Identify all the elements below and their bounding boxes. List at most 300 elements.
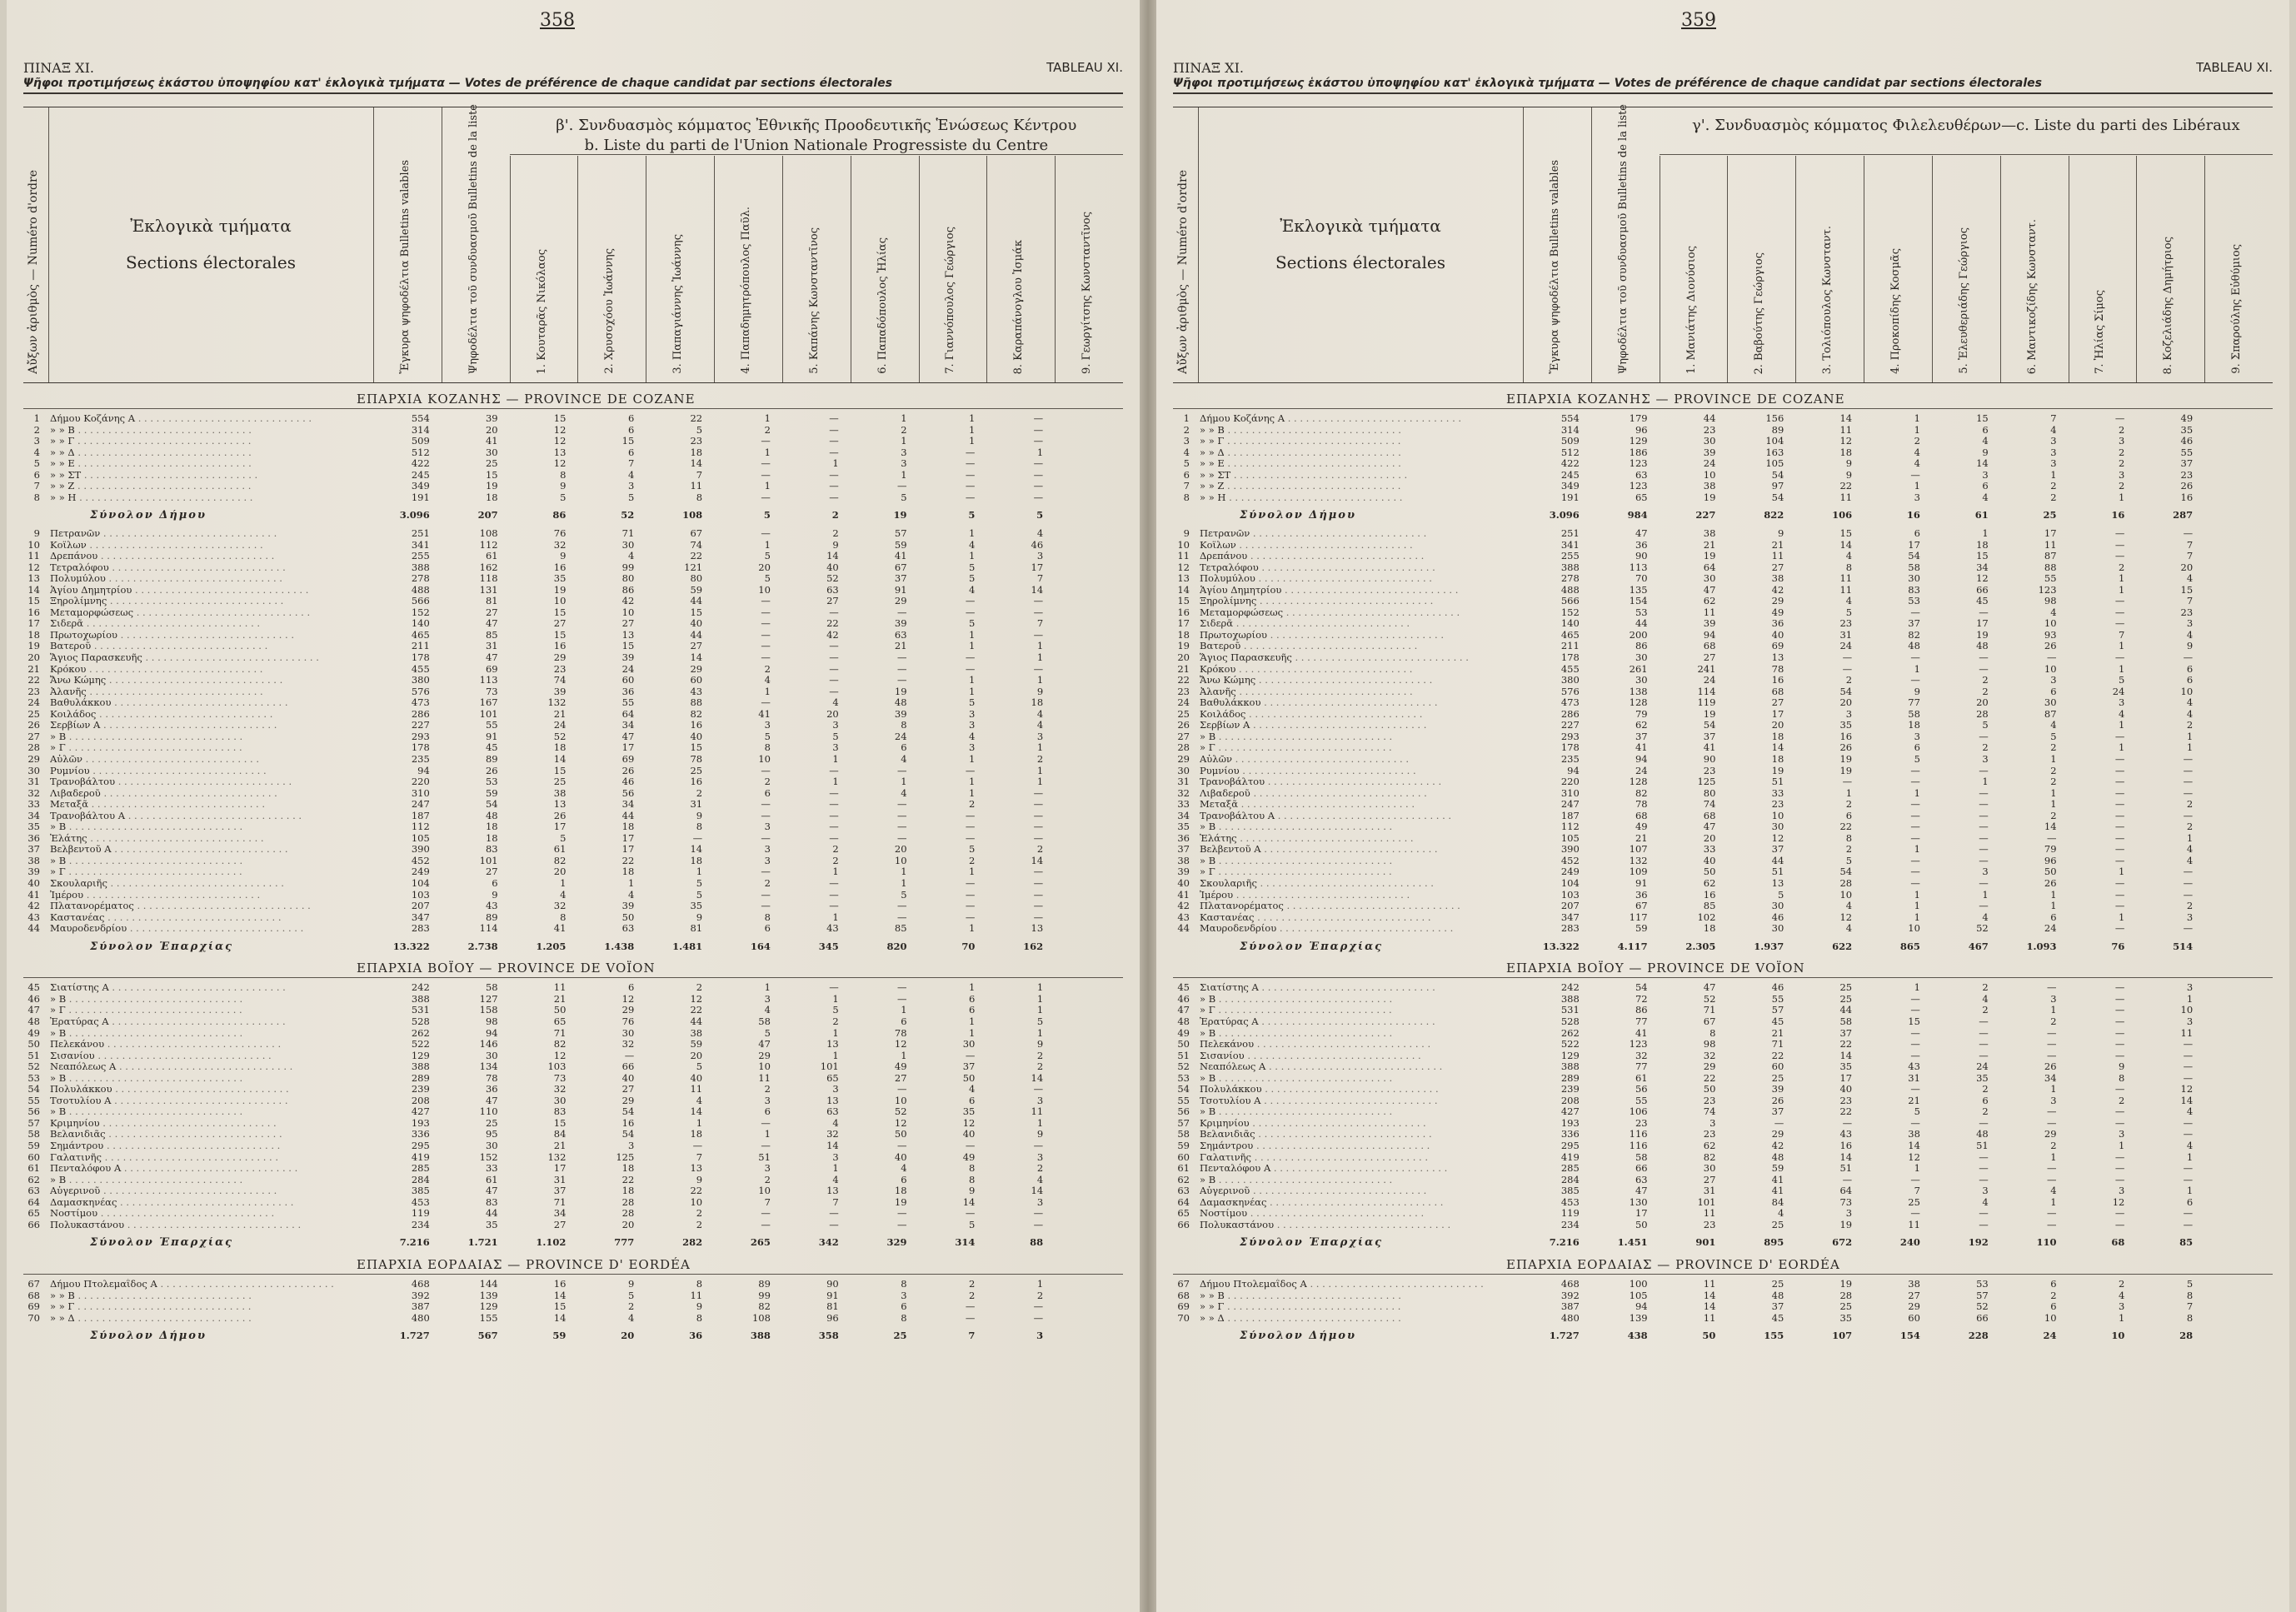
- cell-value: —: [965, 1207, 976, 1220]
- section-name-text: Σύνολον Δήμου: [1240, 510, 1356, 522]
- cell-value: 6: [901, 1300, 907, 1313]
- cell-value: 16: [2180, 491, 2194, 503]
- cell-value: 6: [1982, 423, 1989, 436]
- cell-value: 19: [893, 509, 907, 522]
- cell-value: 1: [1982, 527, 1989, 539]
- leader-dots: . . . . . . . . . . . . . . . . . . . . . . . . . . . . .: [83, 618, 261, 630]
- section-name-text: Δαμασκηνέας: [1200, 1196, 1267, 1208]
- cell-value: 3: [969, 707, 976, 720]
- leader-dots: . . . . . . . . . . . . . . . . . . . . . . . . . . . . .: [74, 481, 252, 492]
- cell-value: 24: [2043, 1330, 2057, 1342]
- table-row: [7, 844, 1140, 856]
- cell-value: 71: [553, 1195, 567, 1208]
- section-name-text: Πολυκαστάνου: [1200, 1219, 1275, 1230]
- cell-value: 13: [1031, 922, 1044, 935]
- leader-dots: . . . . . . . . . . . . . . . . . . . . . . . . . . . . .: [1215, 993, 1393, 1005]
- leader-dots: . . . . . . . . . . . . . . . . . . . . . . . . . . . . .: [74, 1312, 252, 1324]
- cell-value: 4: [627, 888, 635, 901]
- leader-dots: . . . . . . . . . . . . . . . . . . . . . . . . . . . . .: [1285, 413, 1462, 424]
- cell-value: 7: [764, 1195, 771, 1208]
- section-name: [50, 1095, 350, 1107]
- cell-value: 9: [1845, 468, 1853, 481]
- cell-value: 7: [1914, 1185, 1920, 1197]
- cell-value: 2: [1982, 685, 1989, 697]
- cell-value: 123: [1629, 1038, 1648, 1051]
- cell-value: —: [2114, 730, 2125, 742]
- cell-value: 18: [621, 1162, 635, 1175]
- section-name: [50, 1220, 350, 1231]
- table-row: [1156, 528, 2289, 540]
- cell-value: —: [2114, 752, 2125, 765]
- cell-value: 29: [1703, 1061, 1716, 1073]
- section-name-text: Ἐλάτης: [50, 832, 87, 844]
- cell-value: 777: [614, 1236, 635, 1249]
- section-name-text: » » Β: [50, 424, 75, 436]
- cell-value: 20: [2180, 561, 2194, 573]
- section-name: [50, 585, 350, 596]
- leader-dots: . . . . . . . . . . . . . . . . . . . . . . . . . . . . .: [157, 1278, 334, 1290]
- cell-value: —: [761, 831, 771, 844]
- section-name-text: Σκουλαριῆς: [1200, 878, 1257, 889]
- leader-dots: . . . . . . . . . . . . . . . . . . . . . . . . . . . . .: [124, 1219, 302, 1230]
- leader-dots: . . . . . . . . . . . . . . . . . . . . . . . . . . . . .: [74, 447, 252, 458]
- leader-dots: . . . . . . . . . . . . . . . . . . . . . . . . . . . . .: [66, 1072, 243, 1084]
- cell-value: 1: [2119, 1311, 2125, 1324]
- cell-value: 509: [411, 435, 430, 447]
- table-row: [1156, 540, 2289, 551]
- cell-value: 53: [485, 776, 498, 788]
- cell-value: 1: [1914, 1162, 1920, 1175]
- section-name-text: » » Ζ: [1200, 481, 1225, 492]
- cell-value: 21: [1703, 538, 1716, 551]
- cell-value: 164: [750, 940, 771, 952]
- section-name: [50, 1163, 350, 1175]
- cell-value: 14: [690, 843, 703, 856]
- cell-value: 63: [826, 583, 839, 596]
- cell-value: 46: [2180, 435, 2194, 447]
- cell-value: 26: [1771, 1094, 1784, 1106]
- cell-value: 283: [1560, 922, 1580, 935]
- cell-value: 2: [2186, 719, 2194, 731]
- section-name-text: Ἐρατύρας Α: [1200, 1016, 1259, 1027]
- section-name: [1200, 1208, 1500, 1220]
- cell-value: 30: [1635, 674, 1648, 686]
- leader-dots: . . . . . . . . . . . . . . . . . . . . . . . . . . . . .: [125, 810, 302, 821]
- cell-value: 54: [621, 1128, 635, 1140]
- cell-value: 82: [553, 854, 567, 866]
- cell-value: 8: [901, 1277, 907, 1290]
- section-name-text: Σύνολον Δήμου: [90, 1330, 207, 1342]
- cell-value: 207: [1560, 900, 1580, 912]
- cell-value: —: [1910, 854, 1920, 866]
- cell-value: 25: [485, 457, 498, 470]
- cell-value: 12: [1908, 1150, 1920, 1163]
- section-name: [1200, 844, 1500, 856]
- cell-value: 8: [901, 1311, 907, 1324]
- section-name-text: Αὐγερινοῦ: [50, 1185, 101, 1197]
- header-divider: [2136, 156, 2137, 382]
- cell-value: 22: [1839, 821, 1853, 833]
- cell-value: 11: [1771, 550, 1784, 562]
- cell-value: 61: [1974, 509, 1989, 522]
- row-number: 12: [27, 561, 40, 573]
- cell-value: 134: [479, 1061, 498, 1073]
- leader-dots: . . . . . . . . . . . . . . . . . . . . . . . . . . . . .: [117, 629, 295, 641]
- cell-value: 28: [621, 1195, 635, 1208]
- cell-value: 110: [479, 1105, 498, 1118]
- row-number: 14: [27, 583, 40, 596]
- cell-value: 178: [411, 651, 430, 663]
- cell-value: 132: [1629, 854, 1648, 866]
- cell-value: —: [2047, 651, 2057, 663]
- cell-value: 91: [826, 1289, 839, 1301]
- cell-value: —: [1033, 412, 1044, 424]
- section-name-text: Ξηρολίμνης: [1200, 596, 1257, 607]
- leader-dots: . . . . . . . . . . . . . . . . . . . . . . . . . . . . .: [1215, 855, 1393, 866]
- cell-value: 89: [485, 911, 498, 923]
- cell-value: —: [1033, 468, 1044, 481]
- section-name: [50, 742, 350, 754]
- section-name-text: Σερβίων Α: [50, 720, 101, 731]
- cell-value: 112: [479, 538, 498, 551]
- cell-value: 47: [1703, 583, 1716, 596]
- row-number: 31: [1177, 776, 1190, 788]
- table-row: [7, 1118, 1140, 1130]
- cell-value: 41: [1635, 1026, 1648, 1039]
- sections-header-greek: Ἐκλογικὰ τμήματα: [130, 216, 292, 236]
- cell-value: 1: [2186, 730, 2194, 742]
- leader-dots: . . . . . . . . . . . . . . . . . . . . . . . . . . . . .: [74, 1290, 252, 1301]
- cell-value: 60: [690, 674, 703, 686]
- cell-value: —: [2047, 1207, 2057, 1220]
- section-name: [1200, 731, 1500, 743]
- cell-value: 14: [2180, 1094, 2194, 1106]
- cell-value: —: [1910, 1173, 1920, 1185]
- table-row: [1156, 709, 2289, 721]
- cell-value: —: [2183, 922, 2194, 935]
- section-name-text: Σιατίστης Α: [1200, 982, 1259, 994]
- section-name-text: » Β: [50, 1174, 67, 1185]
- cell-value: 69: [1771, 640, 1784, 652]
- cell-value: 468: [411, 1277, 430, 1290]
- cell-value: 14: [553, 752, 567, 765]
- cell-value: —: [1033, 435, 1044, 447]
- section-name: [50, 562, 350, 574]
- cell-value: 125: [1697, 776, 1716, 788]
- cell-value: 2: [2050, 809, 2057, 821]
- cell-value: —: [2183, 1116, 2194, 1129]
- row-number: 9: [1183, 527, 1190, 539]
- cell-value: 10: [2180, 1004, 2194, 1016]
- cell-value: 14: [553, 1311, 567, 1324]
- row-number: 15: [1177, 595, 1190, 607]
- leader-dots: . . . . . . . . . . . . . . . . . . . . . . . . . . . . .: [1235, 686, 1413, 697]
- row-number: 27: [27, 730, 40, 742]
- cell-value: 295: [411, 1140, 430, 1151]
- cell-value: 3: [832, 1083, 839, 1095]
- cell-value: 25: [1839, 1300, 1853, 1313]
- cell-value: 128: [1629, 776, 1648, 788]
- subtotal-row: [7, 1330, 1140, 1342]
- row-number: 8: [1183, 491, 1190, 503]
- section-name: [50, 1175, 350, 1186]
- cell-value: —: [1979, 1162, 1989, 1175]
- cell-value: 12: [2112, 1195, 2125, 1208]
- cell-value: 8: [696, 821, 703, 833]
- cell-value: 4: [832, 696, 839, 709]
- cell-value: 1: [969, 423, 976, 436]
- leader-dots: . . . . . . . . . . . . . . . . . . . . . . . . . . . . .: [1245, 708, 1423, 720]
- cell-value: 154: [1899, 1330, 1920, 1342]
- cell-value: 86: [1635, 640, 1648, 652]
- cell-value: 7: [832, 1195, 839, 1208]
- section-name-text: Κριμηνίου: [1200, 1117, 1250, 1129]
- subtotal-row: [1156, 1330, 2289, 1342]
- cell-value: 62: [1703, 877, 1716, 889]
- cell-value: 27: [485, 606, 498, 618]
- cell-value: 1: [764, 446, 771, 458]
- cell-value: 109: [1629, 866, 1648, 878]
- cell-value: 12: [1839, 911, 1853, 923]
- cell-value: 63: [894, 628, 907, 641]
- table-row: [7, 607, 1140, 619]
- section-name: [90, 510, 390, 522]
- cell-value: 52: [621, 509, 635, 522]
- cell-value: 2: [969, 1277, 976, 1290]
- section-name-text: » Β: [50, 1027, 67, 1039]
- row-number: 69: [27, 1300, 40, 1313]
- cell-value: 3: [969, 741, 976, 754]
- section-name: [1200, 618, 1500, 630]
- table-row: [7, 596, 1140, 607]
- row-number: 13: [1177, 572, 1190, 585]
- section-name-text: Σύνολον Ἐπαρχίας: [90, 941, 234, 953]
- row-number: 43: [27, 911, 40, 923]
- cell-value: 10: [690, 1195, 703, 1208]
- section-name-text: Νοστίμου: [50, 1208, 98, 1220]
- section-name: [1200, 1197, 1500, 1209]
- cell-value: 62: [1703, 1140, 1716, 1151]
- leader-dots: . . . . . . . . . . . . . . . . . . . . . . . . . . . . .: [94, 1050, 272, 1061]
- leader-dots: . . . . . . . . . . . . . . . . . . . . . . . . . . . . .: [82, 753, 259, 765]
- section-name-text: Πολυμύλου: [50, 573, 106, 585]
- section-name-text: Ἁγίου Δημητρίου: [1200, 584, 1282, 596]
- leader-dots: . . . . . . . . . . . . . . . . . . . . . . . . . . . . .: [1233, 618, 1410, 630]
- cell-value: 140: [1560, 617, 1580, 630]
- cell-value: 2: [1982, 1083, 1989, 1095]
- leader-dots: . . . . . . . . . . . . . . . . . . . . . . . . . . . . .: [1215, 742, 1392, 754]
- cell-value: 114: [1697, 685, 1716, 697]
- row-number: 41: [27, 888, 40, 901]
- leader-dots: . . . . . . . . . . . . . . . . . . . . . . . . . . . . .: [97, 551, 275, 562]
- sections-header-french: Sections électorales: [1275, 252, 1446, 272]
- cell-value: 53: [1908, 595, 1920, 607]
- cell-value: 2: [832, 527, 839, 539]
- cell-value: 11: [1031, 1105, 1044, 1118]
- cell-value: 12: [1976, 572, 1989, 585]
- row-number: 62: [1177, 1173, 1190, 1185]
- cell-value: —: [2114, 1173, 2125, 1185]
- cell-value: 67: [894, 561, 907, 573]
- leader-dots: . . . . . . . . . . . . . . . . . . . . . . . . . . . . .: [89, 765, 267, 776]
- cell-value: 2: [2119, 423, 2125, 436]
- cell-value: —: [2183, 877, 2194, 889]
- cell-value: 23: [1771, 798, 1784, 811]
- cell-value: 1: [2050, 798, 2057, 811]
- cell-value: —: [1979, 1116, 1989, 1129]
- row-number: 38: [27, 854, 40, 866]
- cell-value: 18: [621, 821, 635, 833]
- cell-value: 4: [1914, 457, 1920, 470]
- cell-value: 5: [1036, 509, 1044, 522]
- table-row: [7, 652, 1140, 664]
- cell-value: —: [1910, 831, 1920, 844]
- cell-value: 22: [1771, 1049, 1784, 1061]
- cell-value: 13: [553, 798, 567, 811]
- section-name: [1200, 664, 1500, 676]
- party-name-greek: β'. Συνδυασμὸς κόμματος Ἐθνικῆς Προοδευτικῆς Ἑνώσεως Κέντρου: [556, 117, 1077, 134]
- section-name-text: Αὐλῶν: [50, 753, 82, 765]
- header-divider: [1932, 156, 1933, 382]
- cell-value: 1.721: [467, 1236, 498, 1249]
- table-row: [1156, 1290, 2289, 1302]
- cell-value: 21: [1771, 538, 1784, 551]
- cell-value: 16: [690, 719, 703, 731]
- cell-value: 50: [553, 1004, 567, 1016]
- cell-value: 1: [2119, 741, 2125, 754]
- row-number: 11: [1177, 550, 1190, 562]
- cell-value: 512: [1560, 446, 1580, 458]
- cell-value: 41: [758, 707, 771, 720]
- cell-value: 820: [886, 940, 907, 952]
- cell-value: 15: [621, 435, 635, 447]
- section-name: [50, 425, 350, 437]
- cell-value: 468: [1560, 1277, 1580, 1290]
- cell-value: 59: [552, 1330, 567, 1342]
- row-number: 26: [1177, 719, 1190, 731]
- cell-value: 8: [1845, 561, 1853, 573]
- row-number: 4: [1183, 446, 1190, 458]
- table-row: [7, 912, 1140, 924]
- cell-value: 10: [1839, 888, 1853, 901]
- cell-value: 566: [1560, 595, 1580, 607]
- section-name-text: Ἐρατύρας Α: [50, 1016, 109, 1027]
- leader-dots: . . . . . . . . . . . . . . . . . . . . . . . . . . . . .: [1255, 1129, 1432, 1140]
- cell-value: 55: [2180, 446, 2194, 458]
- cell-value: 11: [1839, 572, 1853, 585]
- table-row: [1156, 1005, 2289, 1016]
- cell-value: 28: [621, 1207, 635, 1220]
- row-number: 18: [27, 628, 40, 641]
- cell-value: 2: [764, 877, 771, 889]
- cell-value: 3: [764, 719, 771, 731]
- section-name: [50, 1118, 350, 1130]
- cell-value: 17: [1839, 1071, 1853, 1084]
- sections-header: [48, 207, 373, 281]
- cell-value: 15: [553, 1116, 567, 1129]
- section-name: [1200, 1084, 1500, 1095]
- cell-value: 9: [696, 809, 703, 821]
- cell-value: 380: [411, 674, 430, 686]
- cell-value: 1: [2186, 992, 2194, 1005]
- cell-value: 422: [411, 457, 430, 470]
- row-number: 6: [33, 468, 40, 481]
- cell-value: 74: [1703, 1105, 1716, 1118]
- cell-value: 49: [1771, 606, 1784, 618]
- section-name: [1200, 1175, 1500, 1186]
- cell-value: —: [1910, 1207, 1920, 1220]
- cell-value: 390: [411, 843, 430, 856]
- cell-value: —: [2114, 831, 2125, 844]
- cell-value: 12: [962, 1116, 976, 1129]
- cell-value: 44: [690, 1015, 703, 1027]
- cell-value: 2: [2050, 741, 2057, 754]
- row-number: 2: [1183, 423, 1190, 436]
- cell-value: —: [2183, 764, 2194, 776]
- cell-value: 76: [621, 1015, 635, 1027]
- cell-value: 2: [832, 854, 839, 866]
- cell-value: 1: [1914, 900, 1920, 912]
- cell-value: 27: [553, 1218, 567, 1230]
- cell-value: —: [1033, 628, 1044, 641]
- cell-value: 12: [553, 435, 567, 447]
- cell-value: —: [1033, 457, 1044, 470]
- cell-value: 89: [485, 752, 498, 765]
- cell-value: 14: [690, 651, 703, 663]
- cell-value: 64: [1703, 561, 1716, 573]
- cell-value: 3: [2050, 674, 2057, 686]
- cell-value: 388: [1560, 561, 1580, 573]
- cell-value: 1: [969, 685, 976, 697]
- leader-dots: . . . . . . . . . . . . . . . . . . . . . . . . . . . . .: [107, 596, 284, 607]
- cell-value: —: [761, 764, 771, 776]
- table-row: [7, 799, 1140, 811]
- cell-value: 34: [2044, 1071, 2057, 1084]
- table-row: [7, 481, 1140, 492]
- cell-value: 247: [411, 798, 430, 811]
- leader-dots: . . . . . . . . . . . . . . . . . . . . . . . . . . . . .: [1283, 901, 1460, 912]
- cell-value: —: [1033, 1083, 1044, 1095]
- leader-dots: . . . . . . . . . . . . . . . . . . . . . . . . . . . . .: [1215, 1027, 1393, 1039]
- cell-value: 4: [2186, 628, 2194, 641]
- cell-value: 30: [485, 1049, 498, 1061]
- cell-value: 27: [485, 866, 498, 878]
- table-row: [7, 1301, 1140, 1313]
- row-number: 34: [27, 809, 40, 821]
- cell-value: 47: [485, 1185, 498, 1197]
- cell-value: 54: [1908, 550, 1920, 562]
- cell-value: 2: [1914, 435, 1920, 447]
- cell-value: 387: [411, 1300, 430, 1313]
- cell-value: 240: [1899, 1236, 1920, 1249]
- cell-value: —: [1979, 1038, 1989, 1051]
- column-header: 8. Κοζελιάδης Δημήτριος: [2162, 236, 2175, 374]
- section-name: [50, 697, 350, 709]
- cell-value: 13.322: [392, 940, 430, 952]
- cell-value: 24: [2044, 922, 2057, 935]
- table-row: [1156, 821, 2289, 833]
- cell-value: —: [829, 764, 839, 776]
- section-name-text: Σημάντρου: [50, 1140, 104, 1151]
- cell-value: 30: [1908, 572, 1920, 585]
- cell-value: —: [1910, 764, 1920, 776]
- cell-value: 488: [411, 583, 430, 596]
- cell-value: 18: [1976, 538, 1989, 551]
- cell-value: 58: [485, 981, 498, 994]
- header-divider: [1795, 156, 1796, 382]
- cell-value: —: [1033, 888, 1044, 901]
- cell-value: 21: [894, 640, 907, 652]
